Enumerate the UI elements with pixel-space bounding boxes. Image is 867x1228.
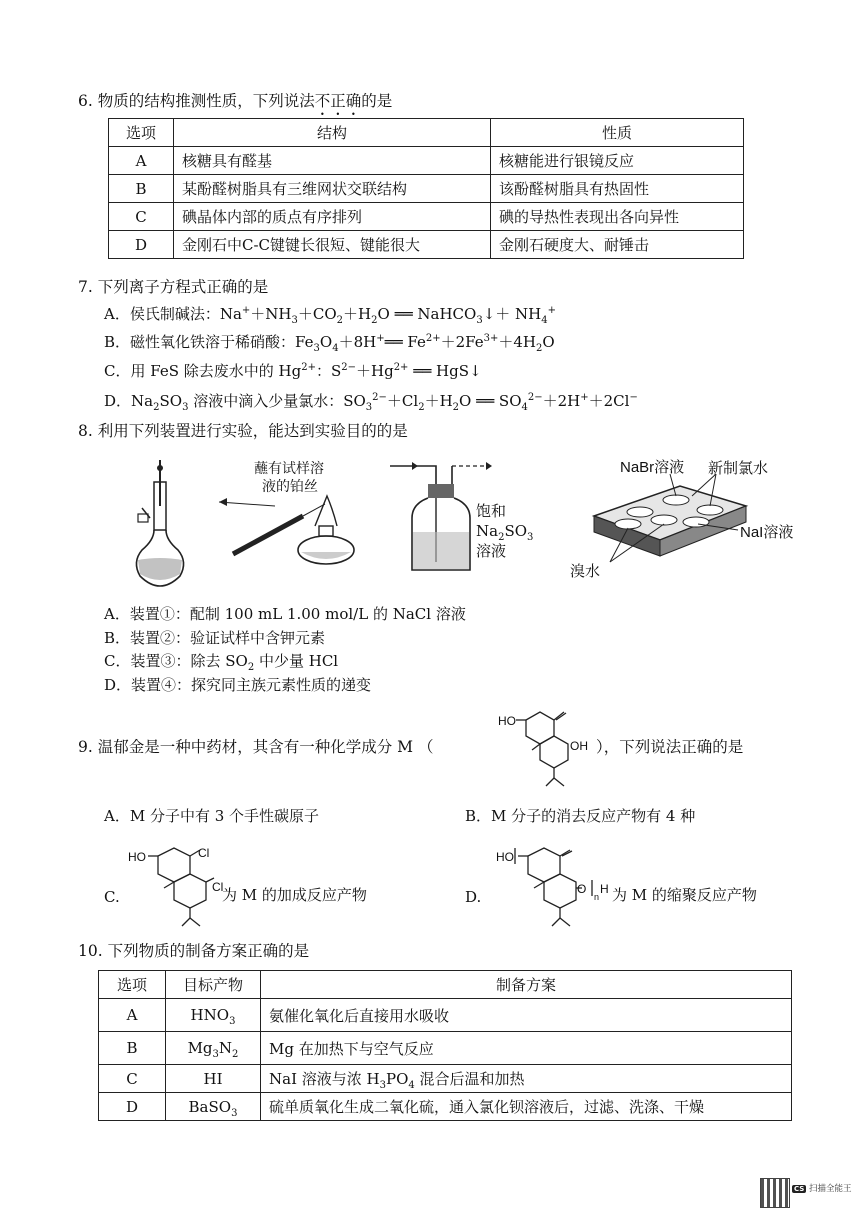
table-row: D 金刚石中C-C键键长很短、键能很大 金刚石硬度大、耐锤击: [109, 231, 744, 259]
q9-option-b: B．M 分子的消去反应产物有 4 种: [465, 807, 696, 825]
q9-option-c-letter: C.: [104, 888, 120, 906]
gas-washing-bottle-icon: [388, 458, 478, 578]
q8-option-c: C．装置③：除去 $SO_2$ 中少量 HCl: [104, 652, 339, 673]
table-row: B $Mg_3N_2$ Mg 在加热下与空气反应: [99, 1032, 792, 1065]
q7-option-d: D．$Na_2SO_3$ 溶液中滴入少量氯水：$SO_3^{2-}+Cl_2+H_2O$ ══ $SO_4^{2-}+2H^++2Cl^-$: [104, 392, 638, 413]
q8-option-a: A．装置①：配制 100 mL 1.00 mol/L 的 NaCl 溶液: [104, 605, 466, 623]
q9-option-d-text: 为 M 的缩聚反应产物: [612, 886, 757, 904]
q6-table: [108, 118, 744, 259]
struct-c-cl-top-label: Cl: [198, 846, 210, 860]
q8-option-b: B．装置②：验证试样中含钾元素: [104, 629, 326, 647]
q9-option-d-letter: D.: [465, 888, 482, 906]
struct-c-cl-bottom-label: Cl: [212, 880, 224, 894]
table-row: C HI NaI 溶液与浓 $H_3PO_4$ 混合后温和加热: [99, 1065, 792, 1093]
label-pt-wire-1: 蘸有试样溶: [254, 461, 324, 477]
volumetric-flask-icon: [130, 458, 200, 588]
table-row: A 核糖具有醛基 核糖能进行银镜反应: [109, 147, 744, 175]
q10-table: [98, 970, 792, 1121]
table-header-row: 选项 目标产物 制备方案: [99, 971, 792, 999]
label-bromine-water: 溴水: [570, 562, 601, 580]
struct-d-o-label: O: [577, 882, 587, 896]
label-na2so3: $Na_2SO_3$: [476, 522, 534, 543]
q8-stem: 8. 利用下列装置进行实验，能达到实验目的的是: [78, 422, 408, 440]
struct-d-n-label: n: [594, 892, 600, 902]
table-row: A $HNO_3$ 氨催化氧化后直接用水吸收: [99, 999, 792, 1032]
label-solution: 溶液: [476, 542, 507, 560]
q10-stem: 10. 下列物质的制备方案正确的是: [78, 942, 310, 960]
table-header-row: 选项 结构 性质: [109, 119, 744, 147]
qr-code-icon: [760, 1178, 790, 1208]
struct-d-h-label: H: [600, 882, 609, 896]
table-row: D BaSO$_3$ 硫单质氧化生成二氧化硫，通入氯化钡溶液后，过滤、洗涤、干燥: [99, 1093, 792, 1121]
label-chlorine-water: 新制氯水: [708, 459, 769, 477]
label-nabr: NaBr溶液: [620, 459, 685, 476]
table-row: C 碘晶体内部的质点有序排列 碘的导热性表现出各向异性: [109, 203, 744, 231]
q6-stem: 6. 物质的结构推测性质，下列说法不正确的是: [78, 92, 393, 110]
label-pt-wire-2: 液的铂丝: [262, 479, 318, 495]
q7-stem: 7. 下列离子方程式正确的是: [78, 278, 269, 296]
q9-stem-a: 9. 温郁金是一种中药材，其含有一种化学成分 M （: [78, 738, 434, 756]
label-saturated: 饱和: [476, 502, 507, 520]
q9-stem-b: ），下列说法正确的是: [596, 738, 744, 756]
flame-test-icon: [215, 496, 360, 571]
struct-c-ho-label: HO: [128, 850, 146, 864]
q7-option-b: B．磁性氧化铁溶于稀硝酸：$Fe_3O_4+8H^+══$ $Fe^{2+}+2Fe^{3+}+4H_2O$: [104, 333, 555, 354]
q7-option-c: C．用 FeS 除去废水中的 $Hg^{2+}$：$S^{2-}+Hg^{2+}$ ══ HgS↓: [104, 362, 482, 380]
scanner-watermark: CS 扫描全能王: [794, 1184, 852, 1194]
q9-option-a: A．M 分子中有 3 个手性碳原子: [104, 807, 320, 825]
label-nai: NaI溶液: [740, 524, 794, 541]
q8-option-d: D．装置④：探究同主族元素性质的递变: [104, 676, 372, 694]
struct-oh-label: OH: [570, 739, 588, 753]
spot-plate-icon: [580, 476, 755, 576]
q9-option-c-text: 为 M 的加成反应产物: [222, 886, 367, 904]
struct-ho-label: HO: [498, 714, 516, 728]
table-row: B 某酚醛树脂具有三维网状交联结构 该酚醛树脂具有热固性: [109, 175, 744, 203]
q7-option-a: A．侯氏制碱法：$Na^++NH_3+CO_2+H_2O$ ══ NaHCO$_3$↓＋ $NH_4^+$: [104, 305, 557, 326]
struct-d-ho-label: HO: [496, 850, 514, 864]
